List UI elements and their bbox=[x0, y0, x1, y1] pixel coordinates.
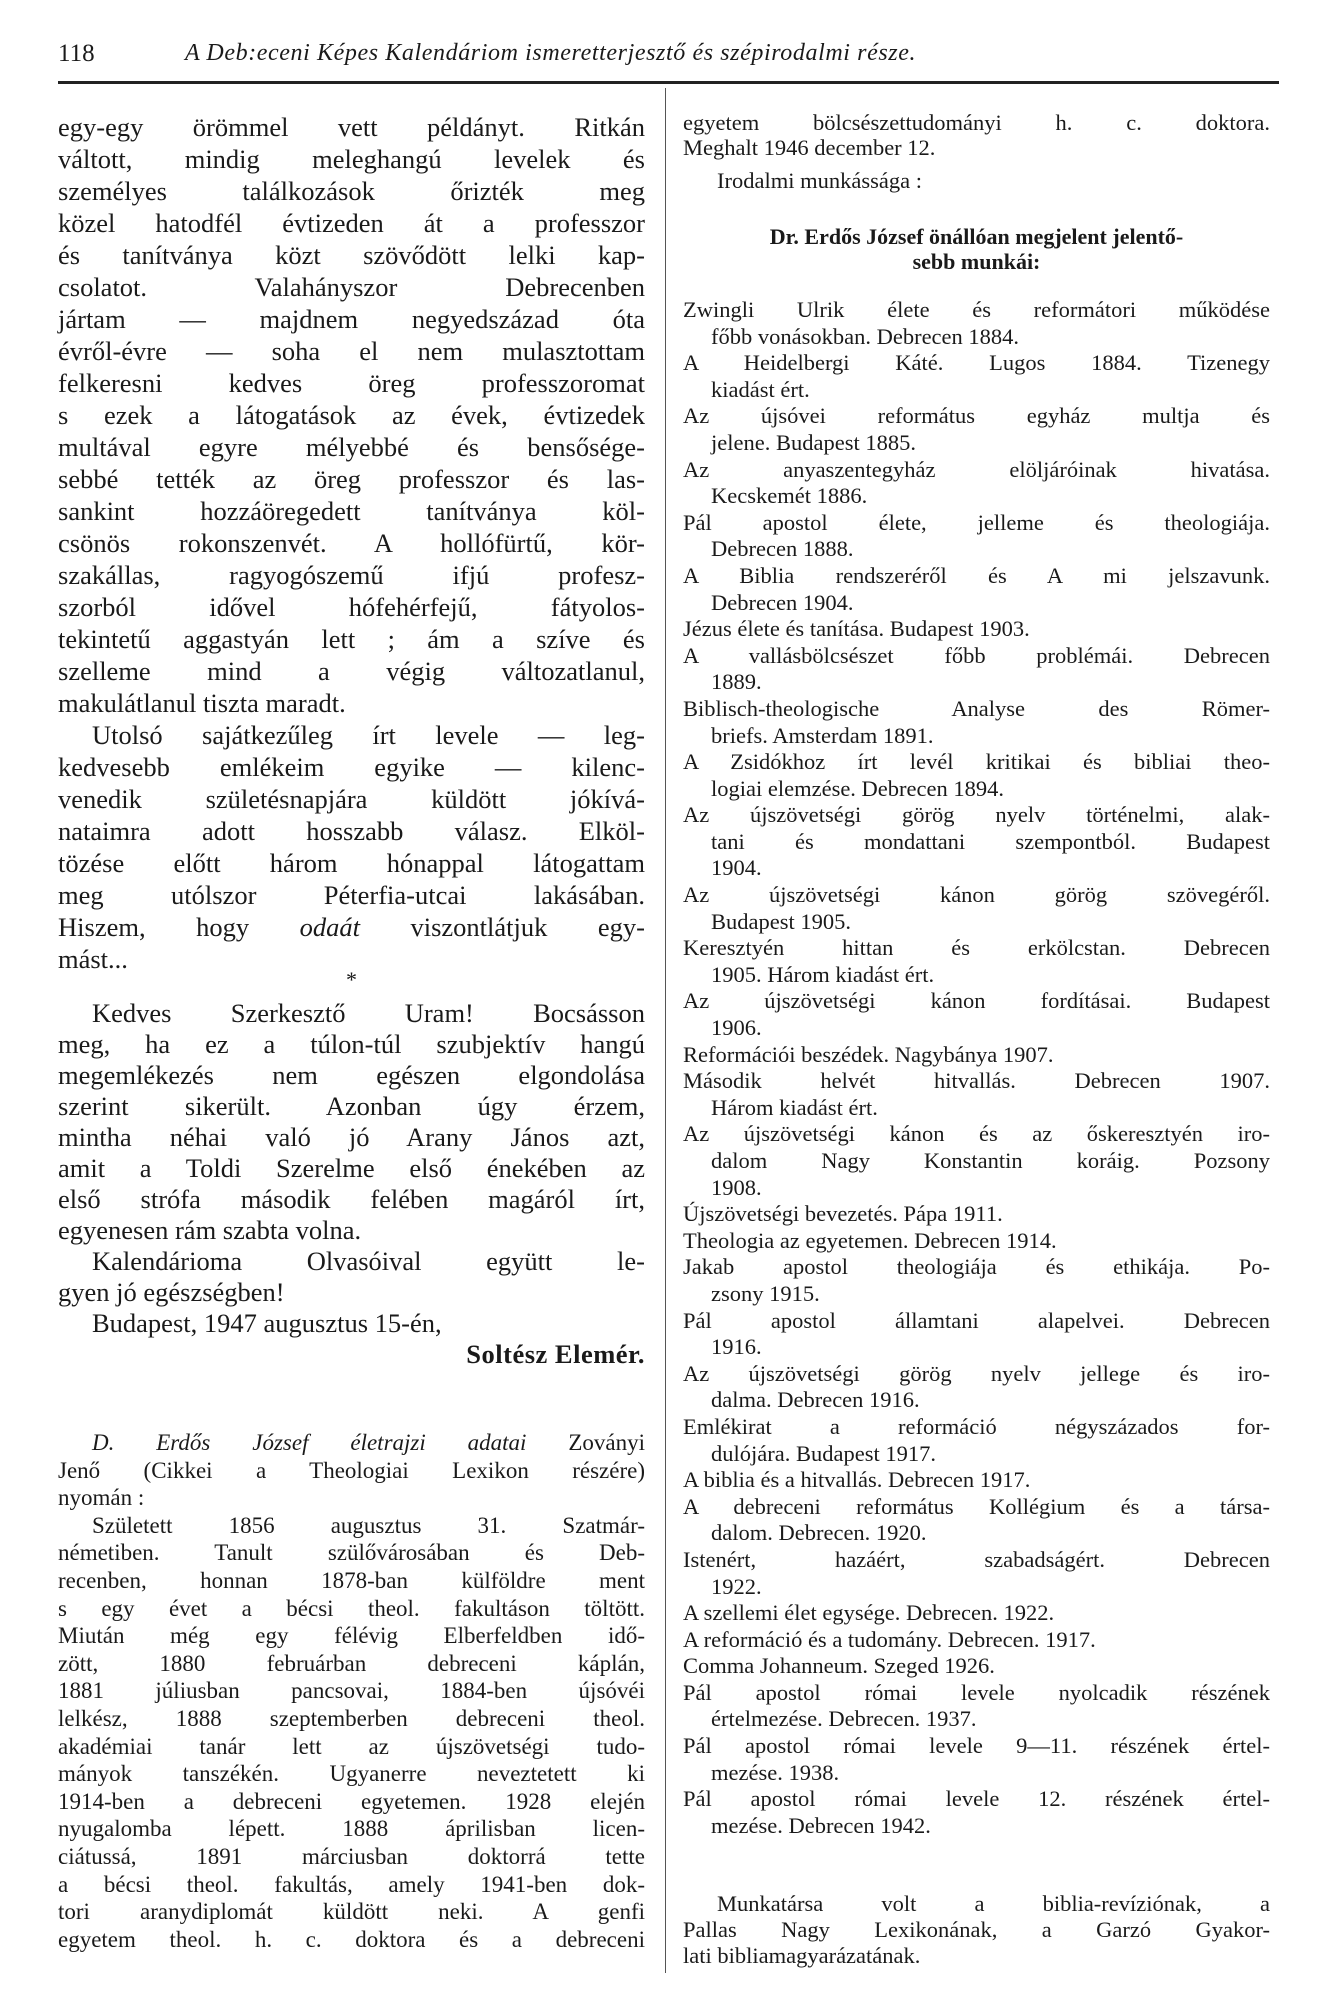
work-item-line: Az újszövetségi kánon fordításai. Budapest bbox=[683, 988, 1270, 1014]
text-line: mintha néhai való jó Arany János azt, bbox=[58, 1122, 645, 1152]
work-item bbox=[683, 1228, 1270, 1255]
work-item-line: A Zsidókhoz írt levél kritikai és bibliai theo- bbox=[683, 749, 1270, 775]
work-item-line: Biblisch-theologische Analyse des Römer- bbox=[683, 695, 1270, 721]
text-line: sankint hozzáöregedett tanítványa köl- bbox=[58, 496, 645, 526]
work-item bbox=[683, 749, 1270, 802]
text-line: Budapest, 1947 augusztus 15-én, bbox=[92, 1308, 442, 1338]
works-list bbox=[683, 297, 1270, 1839]
letter-text-part-1 bbox=[58, 111, 645, 975]
text-line: egy-egy örömmel vett példányt. Ritkán bbox=[58, 112, 645, 142]
work-item-line: 1916. bbox=[711, 1334, 762, 1360]
work-item bbox=[683, 1733, 1270, 1786]
text-line: Pallas Nagy Lexikonának, a Garzó Gyakor- bbox=[683, 1917, 1270, 1942]
work-item-line: A Heidelbergi Káté. Lugos 1884. Tizenegy bbox=[683, 350, 1270, 376]
work-item-line: Budapest 1905. bbox=[711, 908, 851, 934]
work-item-line: tani és mondattani szempontból. Budapest bbox=[711, 828, 1270, 854]
text-line: első strófa második felében magáról írt, bbox=[58, 1184, 645, 1214]
work-item bbox=[683, 1547, 1270, 1600]
work-item-line: Debrecen 1904. bbox=[711, 589, 854, 615]
work-item-line: Jézus élete és tanítása. Budapest 1903. bbox=[683, 616, 1030, 642]
text-line: szorból idővel hófehérfejű, fátyolos- bbox=[58, 592, 645, 622]
text-line: csönös rokonszenvét. A hollófürtű, kör- bbox=[58, 528, 645, 558]
text-line: megemlékezés nem egészen elgondolása bbox=[58, 1060, 645, 1090]
text-line: ciátussá, 1891 márciusban doktorrá tette bbox=[58, 1843, 645, 1869]
work-item bbox=[683, 1254, 1270, 1307]
text-line: évről-évre — soha el nem mulasztottam bbox=[58, 336, 645, 366]
work-item-line: A biblia és a hitvallás. Debrecen 1917. bbox=[683, 1467, 1031, 1493]
text-line: Kalendárioma Olvasóival együtt le- bbox=[92, 1246, 645, 1276]
work-item-line: 1922. bbox=[711, 1573, 762, 1599]
text-line: recenben, honnan 1878-ban külföldre ment bbox=[58, 1567, 645, 1593]
work-item bbox=[683, 1042, 1270, 1069]
text-line: szelleme mind a végig változatlanul, bbox=[58, 656, 645, 686]
work-item-line: értelmezése. Debrecen. 1937. bbox=[711, 1706, 977, 1732]
work-item-line: mezése. 1938. bbox=[711, 1759, 840, 1785]
work-item-line: A vallásbölcsészet főbb problémái. Debrecen bbox=[683, 642, 1270, 668]
text-line: egyenesen rám szabta volna. bbox=[58, 1215, 362, 1245]
text-line: sebbé tették az öreg professzor és las- bbox=[58, 464, 645, 494]
text-segment: Hiszem, hogy bbox=[58, 912, 300, 942]
works-heading-line: sebb munkái: bbox=[912, 249, 1041, 274]
work-item-line: kiadást ért. bbox=[711, 376, 810, 402]
work-item bbox=[683, 696, 1270, 749]
work-item-line: zsony 1915. bbox=[711, 1280, 820, 1306]
text-line: zött, 1880 februárban debreceni káplán, bbox=[58, 1650, 645, 1676]
text-line: gyen jó egészségben! bbox=[58, 1277, 285, 1307]
text-line: tori aranydiplomát küldött neki. A genfi bbox=[58, 1899, 645, 1925]
text-line: akadémiai tanár lett az újszövetségi tudo- bbox=[58, 1733, 645, 1759]
work-item bbox=[683, 457, 1270, 510]
section-separator: * bbox=[346, 967, 357, 992]
italic-text: D. Erdős József életrajzi adatai bbox=[92, 1430, 527, 1455]
column-divider bbox=[665, 88, 666, 1973]
work-item bbox=[683, 935, 1270, 988]
work-item-line: Jakab apostol theologiája és ethikája. Po- bbox=[683, 1254, 1270, 1280]
text-line: egyetem theol. h. c. doktora és a debreceni bbox=[58, 1926, 645, 1952]
text-line bbox=[58, 1429, 645, 1457]
work-item-line: briefs. Amsterdam 1891. bbox=[711, 722, 934, 748]
text-line: nyomán : bbox=[58, 1485, 145, 1511]
work-item-line: 1906. bbox=[711, 1015, 762, 1041]
work-item-line: Comma Johanneum. Szeged 1926. bbox=[683, 1653, 995, 1679]
work-item bbox=[683, 1121, 1270, 1201]
work-item-line: logiai elemzése. Debrecen 1894. bbox=[711, 775, 1004, 801]
work-item bbox=[683, 1467, 1270, 1494]
work-item bbox=[683, 1680, 1270, 1733]
work-item bbox=[683, 297, 1270, 350]
work-item-line: Debrecen 1888. bbox=[711, 536, 854, 562]
work-item-line: Az újsóvei református egyház multja és bbox=[683, 403, 1270, 429]
work-item bbox=[683, 1361, 1270, 1414]
text-line: amit a Toldi Szerelme első énekében az bbox=[58, 1153, 645, 1183]
work-item bbox=[683, 563, 1270, 616]
text-line: tekintetű aggastyán lett ; ám a szíve és bbox=[58, 624, 645, 654]
text-line: 1914-ben a debreceni egyetemen. 1928 elején bbox=[58, 1788, 645, 1814]
works-heading bbox=[683, 224, 1270, 274]
work-item-line: 1908. bbox=[711, 1174, 762, 1200]
text-line: nataimra adott hosszabb válasz. Elköl- bbox=[58, 816, 645, 846]
text-line: a bécsi theol. fakultás, amely 1941-ben dok- bbox=[58, 1871, 645, 1897]
work-item-line: Istenért, hazáért, szabadságért. Debrecen bbox=[683, 1546, 1270, 1572]
work-item-line: Reformációi beszédek. Nagybánya 1907. bbox=[683, 1041, 1054, 1067]
text-line: multával egyre mélyebbé és bensősége- bbox=[58, 432, 645, 462]
work-item-line: Keresztyén hittan és erkölcstan. Debrecen bbox=[683, 935, 1270, 961]
work-item-line: 1904. bbox=[711, 855, 762, 881]
text-line: váltott, mindig meleghangú levelek és bbox=[58, 144, 645, 174]
work-item-line: Zwingli Ulrik élete és reformátori működése bbox=[683, 297, 1270, 322]
text-line: szakállas, ragyogószemű ifjú profesz- bbox=[58, 560, 645, 590]
work-item-line: Kecskemét 1886. bbox=[711, 483, 868, 509]
work-item-line: Az újszövetségi kánon és az őskeresztyén iro- bbox=[683, 1121, 1270, 1147]
page-number: 118 bbox=[58, 40, 95, 67]
text-line: mást... bbox=[58, 944, 128, 974]
text-line: jártam — majdnem negyedszázad óta bbox=[58, 304, 645, 334]
work-item-line: Pál apostol államtani alapelvei. Debrecen bbox=[683, 1307, 1270, 1333]
work-item-line: Pál apostol római levele nyolcadik részének bbox=[683, 1679, 1270, 1705]
text-line: meg utólszor Péterfia-utcai lakásában. bbox=[58, 880, 645, 910]
signature: Soltész Elemér. bbox=[466, 1339, 645, 1369]
work-item bbox=[683, 1627, 1270, 1654]
work-item-line: dalom. Debrecen. 1920. bbox=[711, 1520, 927, 1546]
work-item bbox=[683, 1308, 1270, 1361]
text-line: lelkész, 1888 szeptemberben debreceni theol. bbox=[58, 1705, 645, 1731]
work-item-line: Az újszövetségi görög nyelv történelmi, alak- bbox=[683, 802, 1270, 828]
biography-continuation bbox=[683, 110, 1270, 160]
text-line: közel hatodfél évtizeden át a professzor bbox=[58, 208, 645, 238]
work-item bbox=[683, 403, 1270, 456]
text-line: egyetem bölcsészettudományi h. c. doktora. bbox=[683, 110, 1270, 135]
work-item-line: Pál apostol római levele 9—11. részének értel- bbox=[683, 1733, 1270, 1759]
work-item-line: főbb vonásokban. Debrecen 1884. bbox=[711, 323, 1020, 349]
work-item-line: A szellemi élet egysége. Debrecen. 1922. bbox=[683, 1600, 1055, 1626]
work-item-line: Újszövetségi bevezetés. Pápa 1911. bbox=[683, 1201, 1003, 1227]
work-item-line: 1889. bbox=[711, 669, 762, 695]
work-item-line: A reformáció és a tudomány. Debrecen. 1917. bbox=[683, 1626, 1096, 1652]
text-line: németiben. Tanult szülővárosában és Deb- bbox=[58, 1540, 645, 1566]
header-rule bbox=[58, 81, 1279, 84]
work-item-line: Három kiadást ért. bbox=[711, 1094, 878, 1120]
work-item-line: Az újszövetségi görög nyelv jellege és iro- bbox=[683, 1360, 1270, 1386]
work-item-line: Második helvét hitvallás. Debrecen 1907. bbox=[683, 1068, 1270, 1094]
letter-text-part-2 bbox=[58, 998, 645, 1370]
work-item bbox=[683, 616, 1270, 643]
text-line: s ezek a látogatások az évek, évtizedek bbox=[58, 400, 645, 430]
text-segment: Zoványi bbox=[526, 1430, 645, 1455]
biography-text bbox=[58, 1429, 645, 1953]
text-line: Meghalt 1946 december 12. bbox=[683, 135, 936, 160]
text-line: Utolsó sajátkezűleg írt levele — leg- bbox=[92, 720, 645, 750]
work-item-line: 1905. Három kiadást ért. bbox=[711, 961, 935, 987]
work-item bbox=[683, 643, 1270, 696]
text-line: nyugalomba lépett. 1888 áprilisban licen- bbox=[58, 1816, 645, 1842]
work-item bbox=[683, 1494, 1270, 1547]
text-line: Született 1856 augusztus 31. Szatmár- bbox=[92, 1512, 645, 1538]
work-item bbox=[683, 1786, 1270, 1839]
work-item-line: Emlékirat a reformáció négyszázados for- bbox=[683, 1413, 1270, 1439]
work-item-line: dulójára. Budapest 1917. bbox=[711, 1440, 936, 1466]
italic-text: odaát bbox=[299, 912, 360, 942]
text-segment: viszontlátjuk egy- bbox=[359, 912, 645, 942]
work-item bbox=[683, 1600, 1270, 1627]
text-line: Kedves Szerkesztő Uram! Bocsásson bbox=[92, 998, 645, 1028]
work-item bbox=[683, 1201, 1270, 1228]
work-item-line: dalma. Debrecen 1916. bbox=[711, 1387, 920, 1413]
text-line: tözése előtt három hónappal látogattam bbox=[58, 848, 645, 878]
work-item-line: Az anyaszentegyház elöljáróinak hivatása. bbox=[683, 456, 1270, 482]
works-heading-line: Dr. Erdős József önállóan megjelent jelentő- bbox=[769, 224, 1184, 249]
work-item-line: Theologia az egyetemen. Debrecen 1914. bbox=[683, 1227, 1057, 1253]
work-item bbox=[683, 988, 1270, 1041]
work-item-line: Pál apostol élete, jelleme és theologiája. bbox=[683, 509, 1270, 535]
text-line: Munkatársa volt a biblia-revíziónak, a bbox=[717, 1891, 1270, 1916]
text-line: venedik születésnapjára küldött jókívá- bbox=[58, 784, 645, 814]
text-line: felkeresni kedves öreg professzoromat bbox=[58, 368, 645, 398]
work-item bbox=[683, 1414, 1270, 1467]
text-line: Jenő (Cikkei a Theologiai Lexikon részére) bbox=[58, 1457, 645, 1483]
work-item bbox=[683, 882, 1270, 935]
work-item bbox=[683, 1068, 1270, 1121]
works-intro: Irodalmi munkássága : bbox=[717, 168, 922, 193]
text-line: személyes találkozások őrizték meg bbox=[58, 176, 645, 206]
work-item-line: Pál apostol római levele 12. részének értel- bbox=[683, 1786, 1270, 1812]
letter-paragraphs bbox=[58, 998, 645, 1339]
text-line bbox=[58, 911, 645, 943]
text-line: csolatot. Valahányszor Debrecenben bbox=[58, 272, 645, 302]
work-item bbox=[683, 802, 1270, 882]
text-line: lati bibliamagyarázatának. bbox=[683, 1943, 921, 1968]
text-line: meg, ha ez a túlon-túl szubjektív hangú bbox=[58, 1029, 645, 1059]
text-line: szerint sikerült. Azonban úgy érzem, bbox=[58, 1091, 645, 1121]
work-item-line: A debreceni református Kollégium és a társa- bbox=[683, 1493, 1270, 1519]
text-line: mányok tanszékén. Ugyanerre neveztetett ki bbox=[58, 1761, 645, 1787]
work-item bbox=[683, 510, 1270, 563]
text-line: kedvesebb emlékeim egyike — kilenc- bbox=[58, 752, 645, 782]
text-line: s egy évet a bécsi theol. fakultáson töltött. bbox=[58, 1595, 645, 1621]
work-item bbox=[683, 350, 1270, 403]
work-item-line: Az újszövetségi kánon görög szövegéről. bbox=[683, 882, 1270, 908]
work-item-line: jelene. Budapest 1885. bbox=[711, 429, 916, 455]
text-line: és tanítványa közt szövődött lelki kap- bbox=[58, 240, 645, 270]
text-line: 1881 júliusban pancsovai, 1884-ben újsóvéi bbox=[58, 1678, 645, 1704]
running-header: A Deb:eceni Képes Kalendáriom ismeretterjesztő és szépirodalmi része. bbox=[185, 40, 917, 66]
work-item bbox=[683, 1653, 1270, 1680]
text-line: makulátlanul tiszta maradt. bbox=[58, 688, 346, 718]
text-line: Miután még egy félévig Elberfeldben idő- bbox=[58, 1623, 645, 1649]
closing-paragraph bbox=[683, 1891, 1270, 1969]
work-item-line: A Biblia rendszeréről és A mi jelszavunk. bbox=[683, 562, 1270, 588]
work-item-line: dalom Nagy Konstantin koráig. Pozsony bbox=[711, 1148, 1270, 1173]
work-item-line: mezése. Debrecen 1942. bbox=[711, 1812, 931, 1838]
